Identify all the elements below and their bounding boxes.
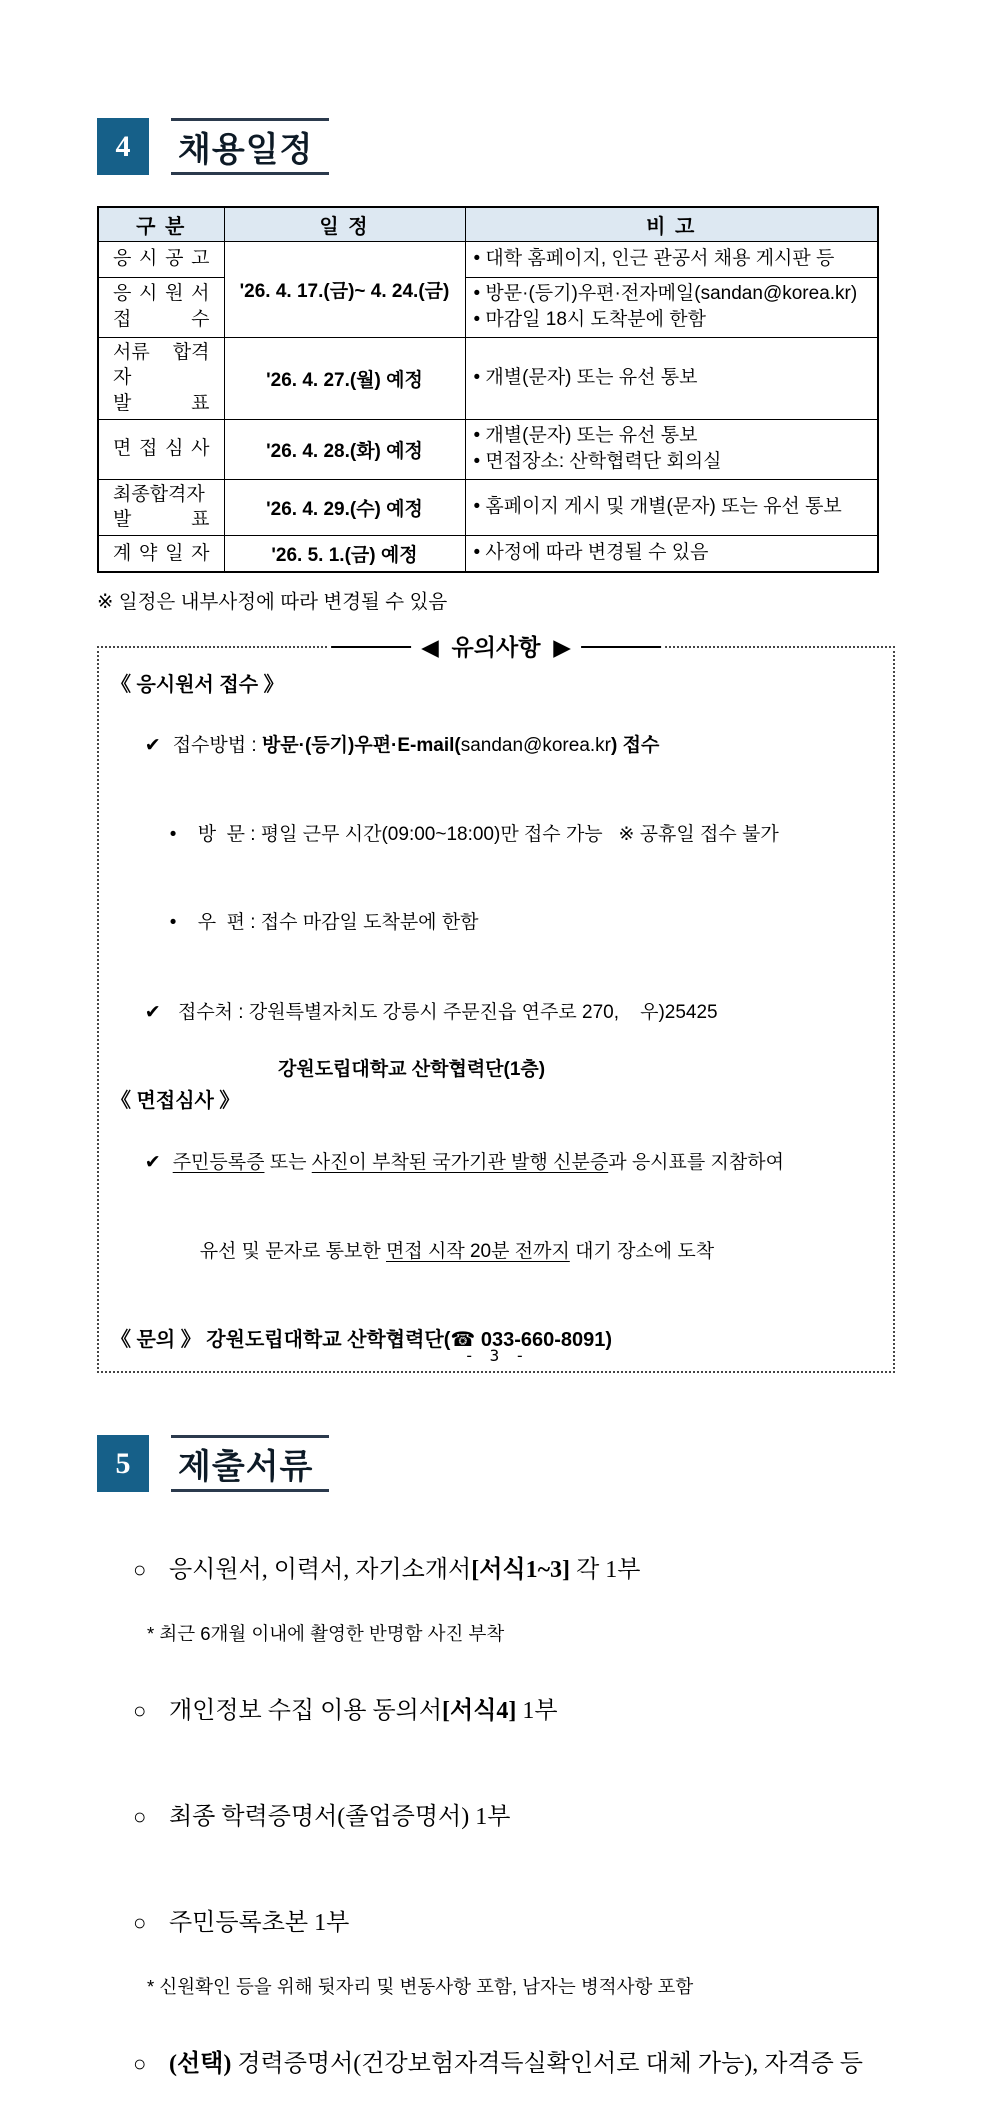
- table-header-row: [98, 207, 878, 241]
- row3-remarks: • 개별(문자) 또는 유선 통보: [465, 337, 878, 419]
- row1-2-schedule: '26. 4. 17.(금)~ 4. 24.(금): [224, 241, 465, 337]
- id-mid-text: 또는: [264, 1151, 312, 1173]
- row1-remarks: • 대학 홈페이지, 인근 관공서 채용 게시판 등: [465, 241, 878, 277]
- row3-category-line2: 발 표: [113, 392, 210, 414]
- bullet-icon: •: [169, 912, 177, 934]
- circle-bullet-icon: ○: [133, 1804, 147, 1830]
- contact-line: 《 문의 》 강원도립대학교 산학협력단(☎ 033-660-8091): [111, 1329, 613, 1352]
- row6-remarks: • 사정에 따라 변경될 수 있음: [465, 536, 878, 572]
- page-number: - 3 -: [464, 1346, 528, 1365]
- item1-post: 각 1부: [570, 1557, 641, 1584]
- document-list: [97, 1522, 895, 2105]
- notice-box-title: [327, 630, 665, 665]
- item2-text: 개인정보 수집 이용 동의서: [169, 1698, 443, 1725]
- table-row-interview: [98, 419, 878, 479]
- method-label: 접수방법 :: [172, 735, 262, 757]
- mail-text: 접수 마감일 도착분에 한함: [260, 912, 479, 934]
- circle-bullet-icon: ○: [133, 1698, 147, 1724]
- row4-category: 면 접 심 사: [113, 438, 210, 460]
- list-item: [97, 1769, 895, 1858]
- row2-category-line1: 응 시 원 서: [113, 283, 210, 305]
- item2-post: 1부: [516, 1698, 558, 1725]
- id-card-underlined: 주민등록증: [172, 1151, 265, 1173]
- method-email: sandan@korea.kr: [460, 735, 611, 757]
- row3-category-line1: 서류 합격자: [113, 341, 210, 389]
- item3-text: 최종 학력증명서(졸업증명서) 1부: [169, 1804, 511, 1831]
- list-item: [97, 1875, 895, 1964]
- section4-header: [97, 118, 895, 175]
- item5-optional-label: (선택): [169, 2051, 232, 2078]
- mail-label: 우 편 :: [197, 912, 261, 934]
- visit-label: 방 문 :: [197, 823, 261, 845]
- interview-section-header: 《 면접심사 》: [111, 1090, 240, 1113]
- table-row-document-result: [98, 337, 878, 419]
- row5-schedule: '26. 4. 29.(수) 예정: [224, 479, 465, 535]
- col-header-schedule: 일 정: [224, 207, 465, 241]
- section4-number-badge: 4: [97, 118, 149, 175]
- row5-remarks: • 홈페이지 게시 및 개별(문자) 또는 유선 통보: [465, 479, 878, 535]
- row3-schedule: '26. 4. 27.(월) 예정: [224, 337, 465, 419]
- reception-method-line: [111, 704, 881, 790]
- row2-category-line2: 접 수: [113, 309, 210, 331]
- gov-id-underlined: 사진이 부착된 국가기관 발행 신분증: [311, 1151, 609, 1173]
- address-text: 접수처 : 강원특별자치도 강릉시 주문진읍 연주로 270, 우)25425: [172, 1001, 718, 1023]
- table-row-announcement: [98, 241, 878, 277]
- section5-number-badge: 5: [97, 1435, 149, 1492]
- arrival-pre-text: 유선 및 문자로 통보한: [199, 1241, 386, 1263]
- item1-subnote: * 최근 6개월 이내에 촬영한 반명함 사진 부착: [147, 1623, 505, 1645]
- section5-title: 제출서류: [171, 1435, 329, 1492]
- check-icon: ✔: [144, 735, 161, 757]
- notice-box: [97, 633, 895, 1374]
- bullet-icon: •: [169, 823, 177, 845]
- row6-category: 계 약 일 자: [113, 542, 210, 564]
- row5-category-line2: 발 표: [113, 509, 210, 531]
- check-icon: ✔: [144, 1151, 161, 1173]
- section4-title: 채용일정: [171, 118, 329, 175]
- row4-remark-line2: • 면접장소: 산학협력단 회의실: [473, 451, 722, 473]
- circle-bullet-icon: ○: [133, 1910, 147, 1936]
- row4-remark-line1: • 개별(문자) 또는 유선 통보: [473, 424, 698, 446]
- check-icon: ✔: [144, 1001, 161, 1023]
- reception-address-line2: 강원도립대학교 산학협력단(1층): [278, 1058, 546, 1080]
- visit-text: 평일 근무 시간(09:00~18:00)만 접수 가능 ※ 공휴일 접수 불가: [260, 823, 779, 845]
- table-row-contract: [98, 536, 878, 572]
- id-tail-text: 과 응시표를 지참하여: [608, 1151, 784, 1173]
- schedule-table: [97, 206, 879, 573]
- row4-schedule: '26. 4. 28.(화) 예정: [224, 419, 465, 479]
- schedule-change-note: ※ 일정은 내부사정에 따라 변경될 수 있음: [97, 590, 448, 613]
- title-right-rule: [581, 646, 661, 648]
- mail-line: [111, 881, 881, 967]
- item1-text: 응시원서, 이력서, 자기소개서: [169, 1557, 472, 1584]
- item4-text: 주민등록초본 1부: [169, 1910, 350, 1937]
- row2-remark-line2: • 마감일 18시 도착분에 한함: [473, 309, 706, 331]
- arrival-tail-text: 대기 장소에 도착: [569, 1241, 715, 1263]
- col-header-category: 구 분: [98, 207, 224, 241]
- list-item: [97, 1663, 895, 1752]
- interview-arrival-line: [111, 1210, 881, 1296]
- row1-category: 응 시 공 고: [113, 248, 210, 270]
- list-item: [97, 2016, 895, 2105]
- item4-subnote: * 신원확인 등을 위해 뒷자리 및 변동사항 포함, 남자는 병적사항 포함: [147, 1976, 694, 1998]
- row6-schedule: '26. 5. 1.(금) 예정: [224, 536, 465, 572]
- table-row-application: [98, 277, 878, 337]
- item5-text: 경력증명서(건강보험자격득실확인서로 대체 가능), 자격증 등: [231, 2051, 863, 2078]
- table-row-final-result: [98, 479, 878, 535]
- list-item: [97, 1522, 895, 1611]
- circle-bullet-icon: ○: [133, 2051, 147, 2077]
- method-bold1: 방문·(등기)우편·E-mail(: [261, 735, 461, 757]
- row5-category-line1: 최종합격자: [113, 483, 205, 505]
- method-bold2: ) 접수: [611, 735, 660, 757]
- col-header-remarks: 비 고: [465, 207, 878, 241]
- reception-section-header: 《 응시원서 접수 》: [111, 673, 284, 696]
- circle-bullet-icon: ○: [133, 1557, 147, 1583]
- interview-id-line: [111, 1120, 881, 1206]
- section5-header: [97, 1435, 895, 1492]
- arrival-time-underlined: 면접 시작 20분 전까지: [386, 1241, 570, 1263]
- item2-form-ref: [서식4]: [442, 1698, 517, 1725]
- reception-address-line: [111, 970, 881, 1056]
- visit-line: [111, 792, 881, 878]
- title-left-rule: [331, 646, 411, 648]
- notice-title-text: ◀ 유의사항 ▶: [421, 633, 571, 660]
- item1-form-ref: [서식1~3]: [471, 1557, 571, 1584]
- row2-remark-line1: • 방문·(등기)우편·전자메일(sandan@korea.kr): [473, 282, 858, 304]
